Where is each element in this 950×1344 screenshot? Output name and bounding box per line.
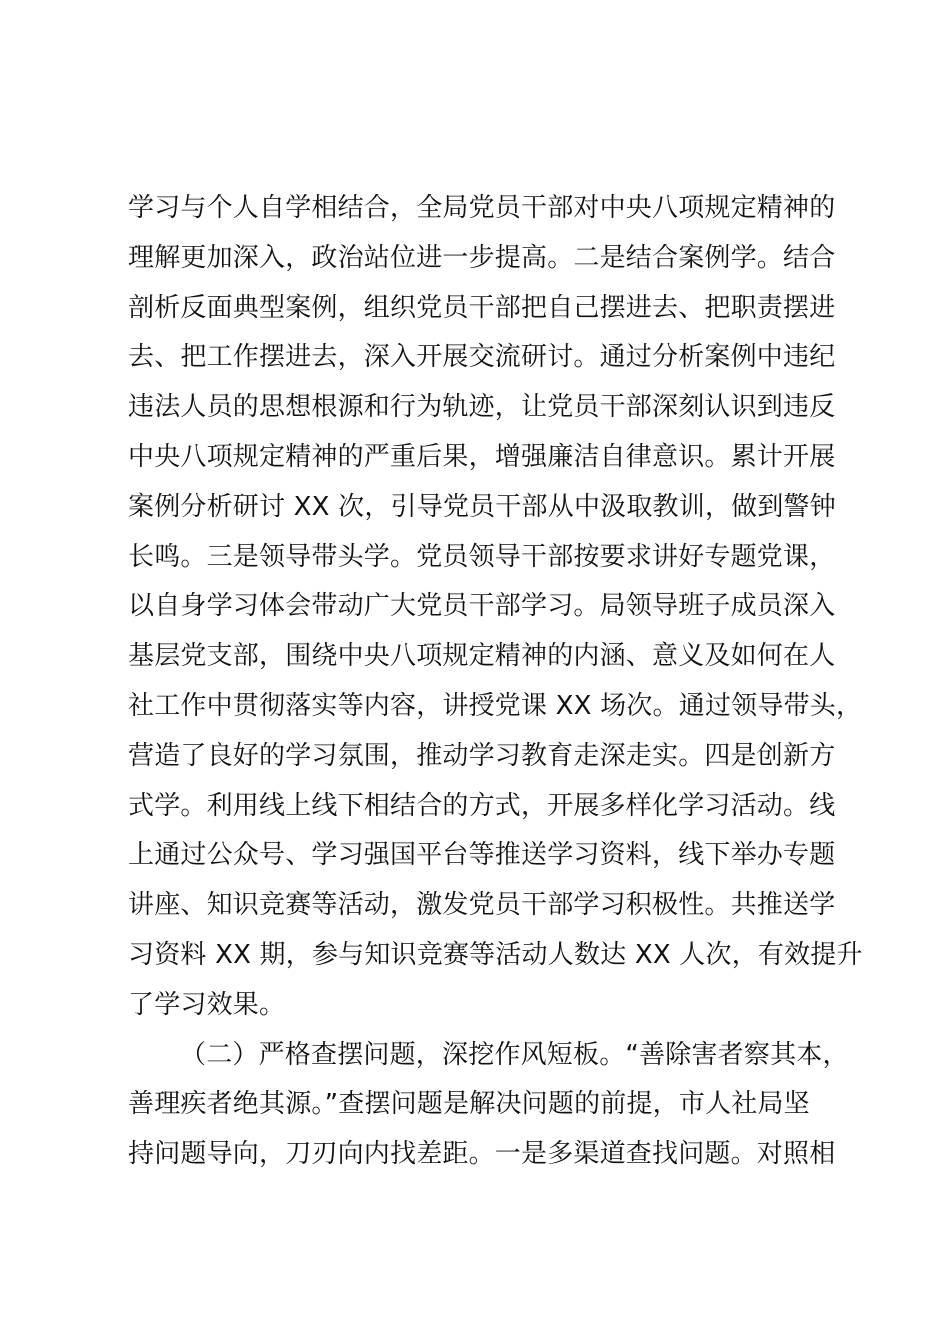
- body-text: [128, 184, 868, 1180]
- text-line-15: 讲座、知识竞赛等活动，激发党员干部学习积极性。共推送学: [128, 890, 836, 921]
- text-line-2: 理解更加深入，政治站位进一步提高。二是结合案例学。结合: [128, 242, 836, 273]
- text-line-10: 基层党支部，围绕中央八项规定精神的内涵、意义及如何在人: [128, 641, 836, 672]
- text-line-14: 上通过公众号、学习强国平台等推送学习资料，线下举办专题: [128, 840, 836, 871]
- text-line-1: 学习与个人自学相结合，全局党员干部对中央八项规定精神的: [128, 193, 836, 223]
- text-line-7: 案例分析研讨 XX 次，引导党员干部从中汲取教训，做到警钟: [128, 491, 836, 522]
- text-line-3: 剖析反面典型案例，组织党员干部把自己摆进去、把职责摆进: [128, 292, 836, 323]
- text-line-9: 以自身学习体会带动广大党员干部学习。局领导班子成员深入: [128, 591, 836, 622]
- text-line-20: 持问题导向，刀刃向内找差距。一是多渠道查找问题。对照相: [128, 1139, 836, 1170]
- text-line-19: 善理疾者绝其源。”查摆问题是解决问题的前提，市人社局坚: [128, 1089, 810, 1120]
- section-heading-line: （二）严格查摆问题，深挖作风短板。“善除害者察其本，: [180, 1039, 849, 1070]
- text-line-11: 社工作中贯彻落实等内容，讲授党课 XX 场次。通过领导带头，: [128, 690, 863, 721]
- text-line-12: 营造了良好的学习氛围，推动学习教育走深走实。四是创新方: [128, 740, 836, 771]
- text-line-13: 式学。利用线上线下相结合的方式，开展多样化学习活动。线: [128, 790, 836, 821]
- text-line-4: 去、把工作摆进去，深入开展交流研讨。通过分析案例中违纪: [128, 342, 836, 373]
- text-line-6: 中央八项规定精神的严重后果，增强廉洁自律意识。累计开展: [128, 441, 836, 472]
- text-line-17: 了学习效果。: [128, 989, 286, 1020]
- text-line-8: 长鸣。三是领导带头学。党员领导干部按要求讲好专题党课，: [128, 541, 836, 572]
- text-line-5: 违法人员的思想根源和行为轨迹，让党员干部深刻认识到违反: [128, 392, 836, 423]
- text-line-16: 习资料 XX 期，参与知识竞赛等活动人数达 XX 人次，有效提升: [128, 939, 863, 970]
